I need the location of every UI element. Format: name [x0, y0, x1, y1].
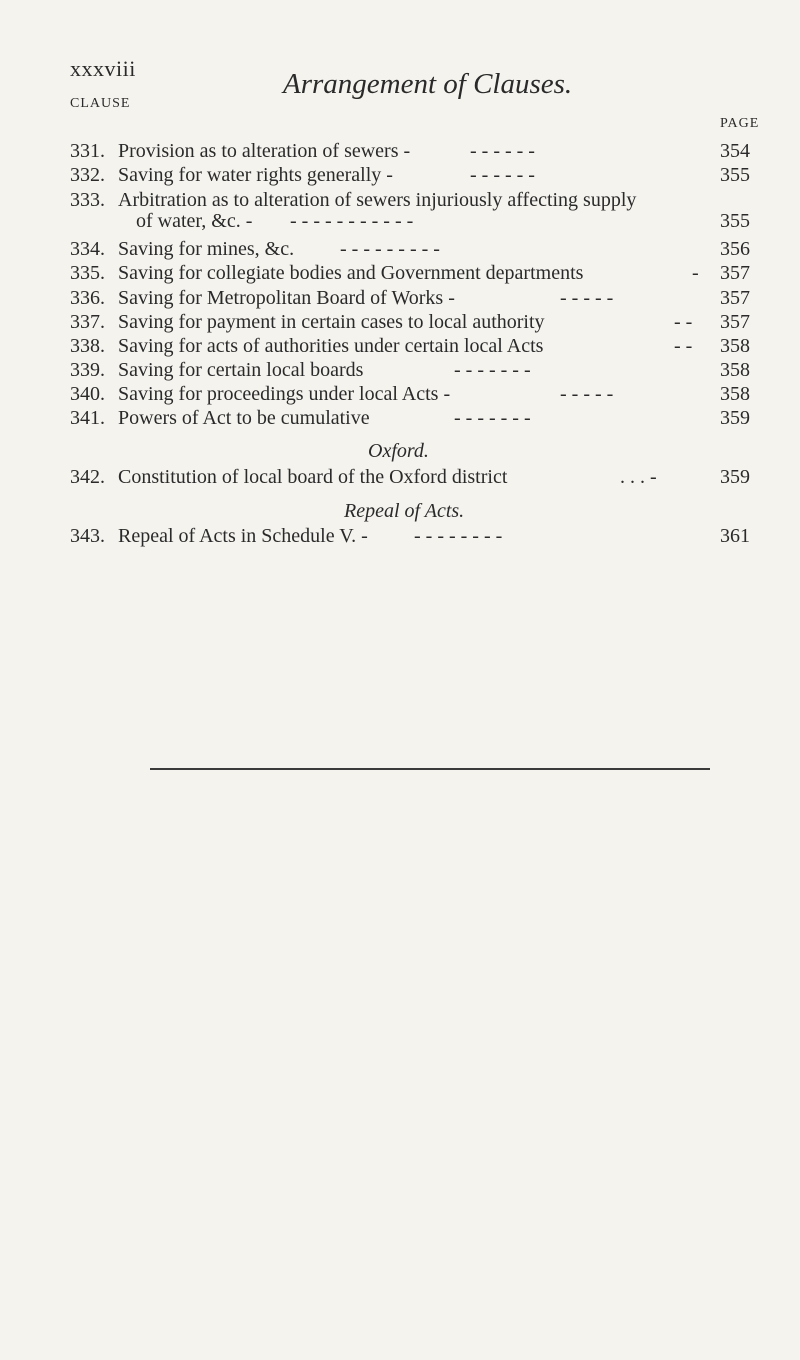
page-ref: 355: [720, 210, 750, 232]
clause-number: 337.: [70, 311, 105, 333]
page-ref: 358: [720, 359, 750, 381]
clause-number: 340.: [70, 383, 105, 405]
dot-leaders: - - - - - - - - -: [340, 238, 440, 260]
section-heading-repeal: Repeal of Acts.: [344, 500, 465, 522]
clause-number: 331.: [70, 140, 105, 162]
dot-leaders: - - - - - -: [470, 140, 535, 162]
clause-number: 333.: [70, 189, 105, 211]
clause-title: Repeal of Acts in Schedule V. -: [118, 525, 368, 547]
horizontal-rule: [150, 768, 710, 770]
section-heading-oxford: Oxford.: [368, 440, 429, 462]
clause-number: 339.: [70, 359, 105, 381]
page-ref: 354: [720, 140, 750, 162]
clause-number: 334.: [70, 238, 105, 260]
page-ref: 358: [720, 383, 750, 405]
clause-title: Saving for certain local boards: [118, 359, 364, 381]
dot-leaders: - -: [674, 335, 693, 357]
dot-leaders: - -: [674, 311, 693, 333]
clause-number: 343.: [70, 525, 105, 547]
dot-leaders: - - - - -: [560, 383, 614, 405]
page-ref: 356: [720, 238, 750, 260]
dot-leaders: - - - - - - - - - - -: [290, 210, 414, 232]
clause-title: Constitution of local board of the Oxford district: [118, 466, 508, 488]
clause-column-header: CLAUSE: [70, 96, 131, 111]
running-title: Arrangement of Clauses.: [283, 68, 573, 100]
clause-title: Saving for payment in certain cases to local authority: [118, 311, 545, 333]
page-column-header: PAGE: [720, 116, 760, 131]
page-ref: 357: [720, 262, 750, 284]
page-number: xxxviii: [70, 56, 136, 81]
page-ref: 359: [720, 407, 750, 429]
page-ref: 357: [720, 287, 750, 309]
clause-number: 335.: [70, 262, 105, 284]
dot-leaders: -: [692, 262, 699, 284]
clause-number: 342.: [70, 466, 105, 488]
clause-title: Provision as to alteration of sewers -: [118, 140, 411, 162]
page-ref: 358: [720, 335, 750, 357]
dot-leaders: - - - - - - -: [454, 359, 531, 381]
dot-leaders: - - - - -: [560, 287, 614, 309]
dot-leaders: - - - - - -: [470, 164, 535, 186]
page-ref: 357: [720, 311, 750, 333]
page-ref: 361: [720, 525, 750, 547]
clause-title: Saving for acts of authorities under certain local Acts: [118, 335, 544, 357]
clause-title: Arbitration as to alteration of sewers injuriously affecting supply: [118, 189, 637, 211]
page-ref: 355: [720, 164, 750, 186]
clause-title: Saving for water rights generally -: [118, 164, 393, 186]
dot-leaders: . . . -: [620, 466, 657, 488]
clause-number: 336.: [70, 287, 105, 309]
clause-number: 338.: [70, 335, 105, 357]
clause-title: Saving for mines, &c.: [118, 238, 295, 260]
dot-leaders: - - - - - - -: [454, 407, 531, 429]
clause-title: Saving for proceedings under local Acts -: [118, 383, 451, 405]
clause-title: Saving for collegiate bodies and Government departments: [118, 262, 584, 284]
clause-title: Powers of Act to be cumulative: [118, 407, 370, 429]
clause-title: Saving for Metropolitan Board of Works -: [118, 287, 455, 309]
dot-leaders: - - - - - - - -: [414, 525, 503, 547]
page-ref: 359: [720, 466, 750, 488]
clause-title-continuation: of water, &c. -: [136, 210, 253, 232]
clause-number: 332.: [70, 164, 105, 186]
clause-number: 341.: [70, 407, 105, 429]
